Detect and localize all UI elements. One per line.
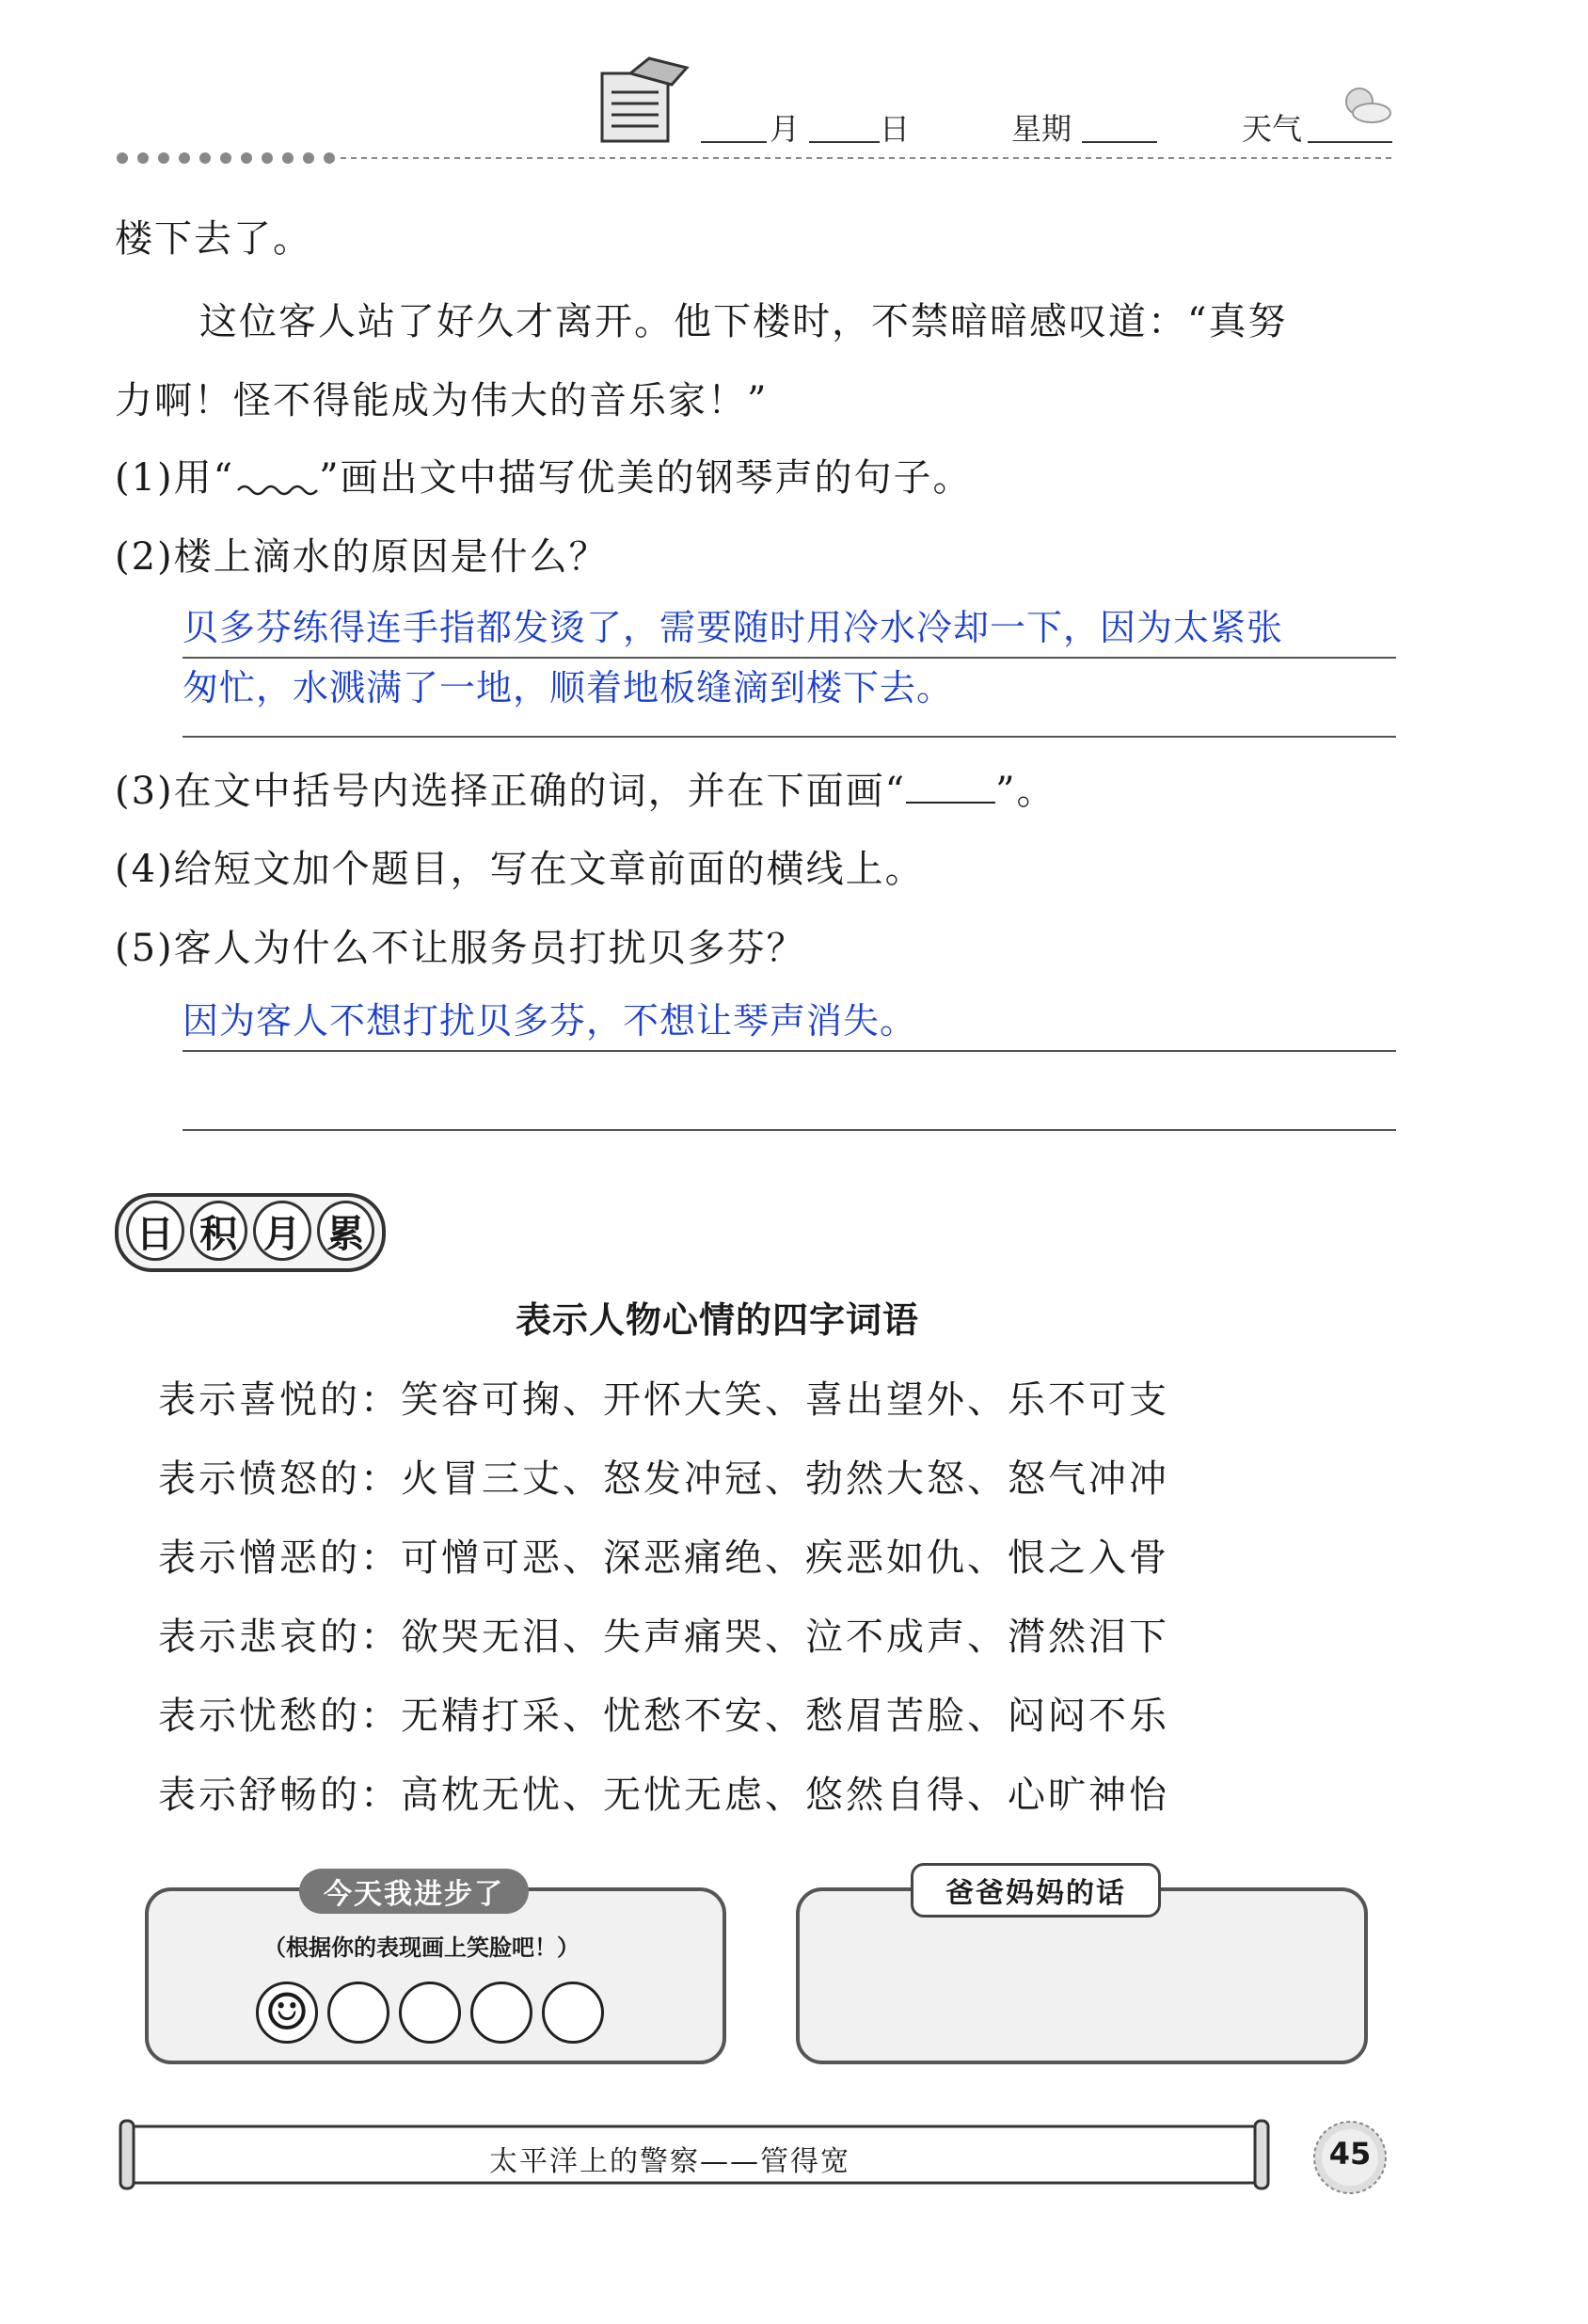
question-3-prefix: (3)在文中括号内选择正确的词，并在下面画“ bbox=[115, 770, 907, 813]
word-row: 表示愤怒的：火冒三丈、怒发冲冠、勃然大怒、怒气冲冲 bbox=[158, 1457, 1169, 1501]
header-month-label: 月 bbox=[770, 111, 801, 147]
header-notebook-icon bbox=[593, 55, 696, 149]
badge-char: 累 bbox=[317, 1201, 375, 1261]
empty-face-circle[interactable] bbox=[542, 1982, 604, 2044]
word-row: 表示悲哀的：欲哭无泪、失声痛哭、泣不成声、潸然泪下 bbox=[158, 1616, 1169, 1659]
sun-cloud-icon bbox=[1326, 75, 1392, 132]
passage-line-3: 力啊！怪不得能成为伟大的音乐家！” bbox=[115, 379, 769, 422]
empty-face-circle[interactable] bbox=[399, 1982, 461, 2044]
badge-char: 积 bbox=[190, 1201, 248, 1261]
question-2-answer-line-2[interactable]: 匆忙，水溅满了一地，顺着地板缝滴到楼下去。 bbox=[183, 667, 954, 708]
question-1-prefix: (1)用“ bbox=[115, 456, 235, 500]
answer-line bbox=[183, 1129, 1396, 1131]
page-number: 45 bbox=[1328, 2136, 1372, 2172]
passage-line-2: 这位客人站了好久才离开。他下楼时，不禁暗暗感叹道：“真努 bbox=[199, 300, 1288, 343]
badge-char: 日 bbox=[126, 1201, 184, 1261]
passage-line-1: 楼下去了。 bbox=[115, 217, 312, 261]
question-2-answer-line-1[interactable]: 贝多芬练得连手指都发烫了，需要随时用冷水冷却一下，因为太紧张 bbox=[183, 607, 1284, 648]
wavy-underline-sample bbox=[234, 462, 319, 500]
question-3-suffix: ”。 bbox=[995, 770, 1056, 813]
smiley-face-icon[interactable] bbox=[256, 1982, 318, 2044]
header-weather-label: 天气 bbox=[1242, 111, 1303, 147]
question-3 bbox=[115, 767, 1056, 816]
question-2: (2)楼上滴水的原因是什么？ bbox=[115, 535, 609, 579]
badge-char: 月 bbox=[253, 1201, 311, 1261]
footer-scroll-text: 太平洋上的警察——管得宽 bbox=[489, 2145, 850, 2178]
answer-line bbox=[183, 1050, 1396, 1052]
empty-face-circle[interactable] bbox=[327, 1982, 389, 2044]
progress-box-title: 今天我进步了 bbox=[299, 1869, 529, 1914]
question-5: (5)客人为什么不让服务员打扰贝多芬？ bbox=[115, 927, 806, 970]
answer-line bbox=[183, 736, 1396, 738]
word-row: 表示喜悦的：笑容可掬、开怀大笑、喜出望外、乐不可支 bbox=[158, 1378, 1169, 1422]
question-5-answer[interactable]: 因为客人不想打扰贝多芬，不想让琴声消失。 bbox=[183, 1000, 917, 1042]
question-4: (4)给短文加个题目，写在文章前面的横线上。 bbox=[115, 848, 925, 891]
header-day-label: 日 bbox=[880, 111, 911, 147]
header-month-blank[interactable] bbox=[701, 141, 767, 143]
progress-box-hint: （根据你的表现画上笑脸吧！） bbox=[263, 1934, 580, 1961]
section-title: 表示人物心情的四字词语 bbox=[516, 1299, 920, 1341]
smiley-glyph: ☺ bbox=[263, 1982, 310, 2042]
empty-face-circle[interactable] bbox=[470, 1982, 532, 2044]
header-weekday-label: 星期 bbox=[1011, 111, 1072, 147]
header-day-blank[interactable] bbox=[809, 141, 880, 143]
parents-box-title: 爸爸妈妈的话 bbox=[911, 1863, 1161, 1918]
straight-underline-sample bbox=[906, 770, 995, 804]
word-row: 表示忧愁的：无精打采、忧愁不安、愁眉苦脸、闷闷不乐 bbox=[158, 1695, 1169, 1738]
word-row: 表示舒畅的：高枕无忧、无忧无虑、悠然自得、心旷神怡 bbox=[158, 1774, 1169, 1817]
header-weather-blank[interactable] bbox=[1308, 141, 1392, 143]
header-weekday-blank[interactable] bbox=[1082, 141, 1157, 143]
word-row: 表示憎恶的：可憎可恶、深恶痛绝、疾恶如仇、恨之入骨 bbox=[158, 1536, 1169, 1580]
header-dotted-divider bbox=[115, 151, 1394, 166]
section-badge bbox=[115, 1193, 386, 1272]
question-1-suffix: ”画出文中描写优美的钢琴声的句子。 bbox=[319, 456, 973, 500]
question-1 bbox=[115, 454, 973, 502]
